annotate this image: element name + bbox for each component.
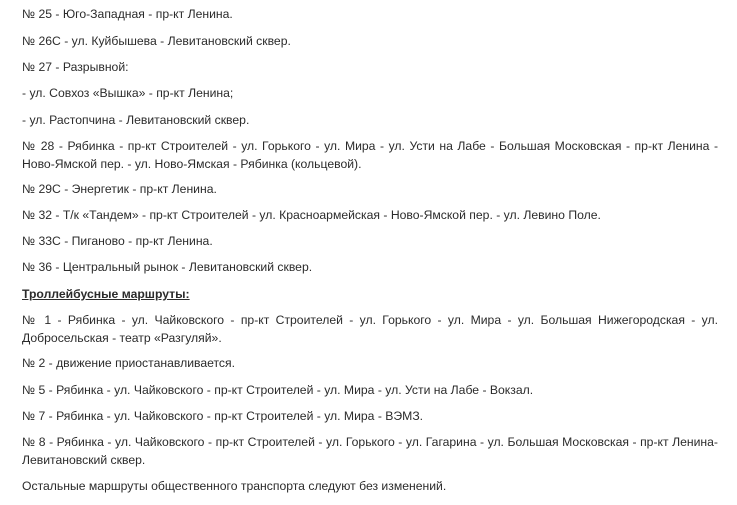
bus-route-25: № 25 - Юго-Западная - пр-кт Ленина. bbox=[22, 7, 233, 21]
trolleybus-heading: Троллейбусные маршруты: bbox=[22, 287, 190, 301]
bus-route-33c: № 33С - Пиганово - пр-кт Ленина. bbox=[22, 234, 213, 248]
bus-route-32: № 32 - Т/к «Тандем» - пр-кт Строителей - ул. Красноармейская - Ново-Ямской пер. - ул. Левино Поле. bbox=[22, 208, 601, 222]
trolleybus-route-1: № 1 - Рябинка - ул. Чайковского - пр-кт Строителей - ул. Горького - ул. Мира - ул. Большая Нижегородская - ул. Добросельская - театр «Разгуляй». bbox=[22, 313, 718, 345]
bus-route-27: № 27 - Разрывной: bbox=[22, 60, 129, 74]
trolleybus-route-2: № 2 - движение приостанавливается. bbox=[22, 356, 236, 370]
bus-route-26c: № 26С - ул. Куйбышева - Левитановский сквер. bbox=[22, 34, 291, 48]
trolleybus-route-8: № 8 - Рябинка - ул. Чайковского - пр-кт Строителей - ул. Горького - ул. Гагарина - ул. Большая Московская - пр-кт Ленина-Левитановский сквер. bbox=[22, 435, 718, 467]
bus-route-27-variant-rastopchina: - ул. Растопчина - Левитановский сквер. bbox=[22, 113, 250, 127]
bus-route-29c: № 29С - Энергетик - пр-кт Ленина. bbox=[22, 182, 217, 196]
closing-note: Остальные маршруты общественного транспорта следуют без изменений. bbox=[22, 479, 447, 493]
trolleybus-route-7: № 7 - Рябинка - ул. Чайковского - пр-кт Строителей - ул. Мира - ВЭМЗ. bbox=[22, 409, 424, 423]
bus-route-27-variant-vyshka: - ул. Совхоз «Вышка» - пр-кт Ленина; bbox=[22, 86, 234, 100]
bus-route-36: № 36 - Центральный рынок - Левитановский сквер. bbox=[22, 260, 313, 274]
trolleybus-route-5: № 5 - Рябинка - ул. Чайковского - пр-кт Строителей - ул. Мира - ул. Усти на Лабе - Вокзал. bbox=[22, 383, 534, 397]
bus-route-28: № 28 - Рябинка - пр-кт Строителей - ул. Горького - ул. Мира - ул. Усти на Лабе - Большая Московская - пр-кт Ленина - Ново-Ямской пер. - ул. Ново-Ямская - Рябинка (кольцевой). bbox=[22, 139, 718, 171]
